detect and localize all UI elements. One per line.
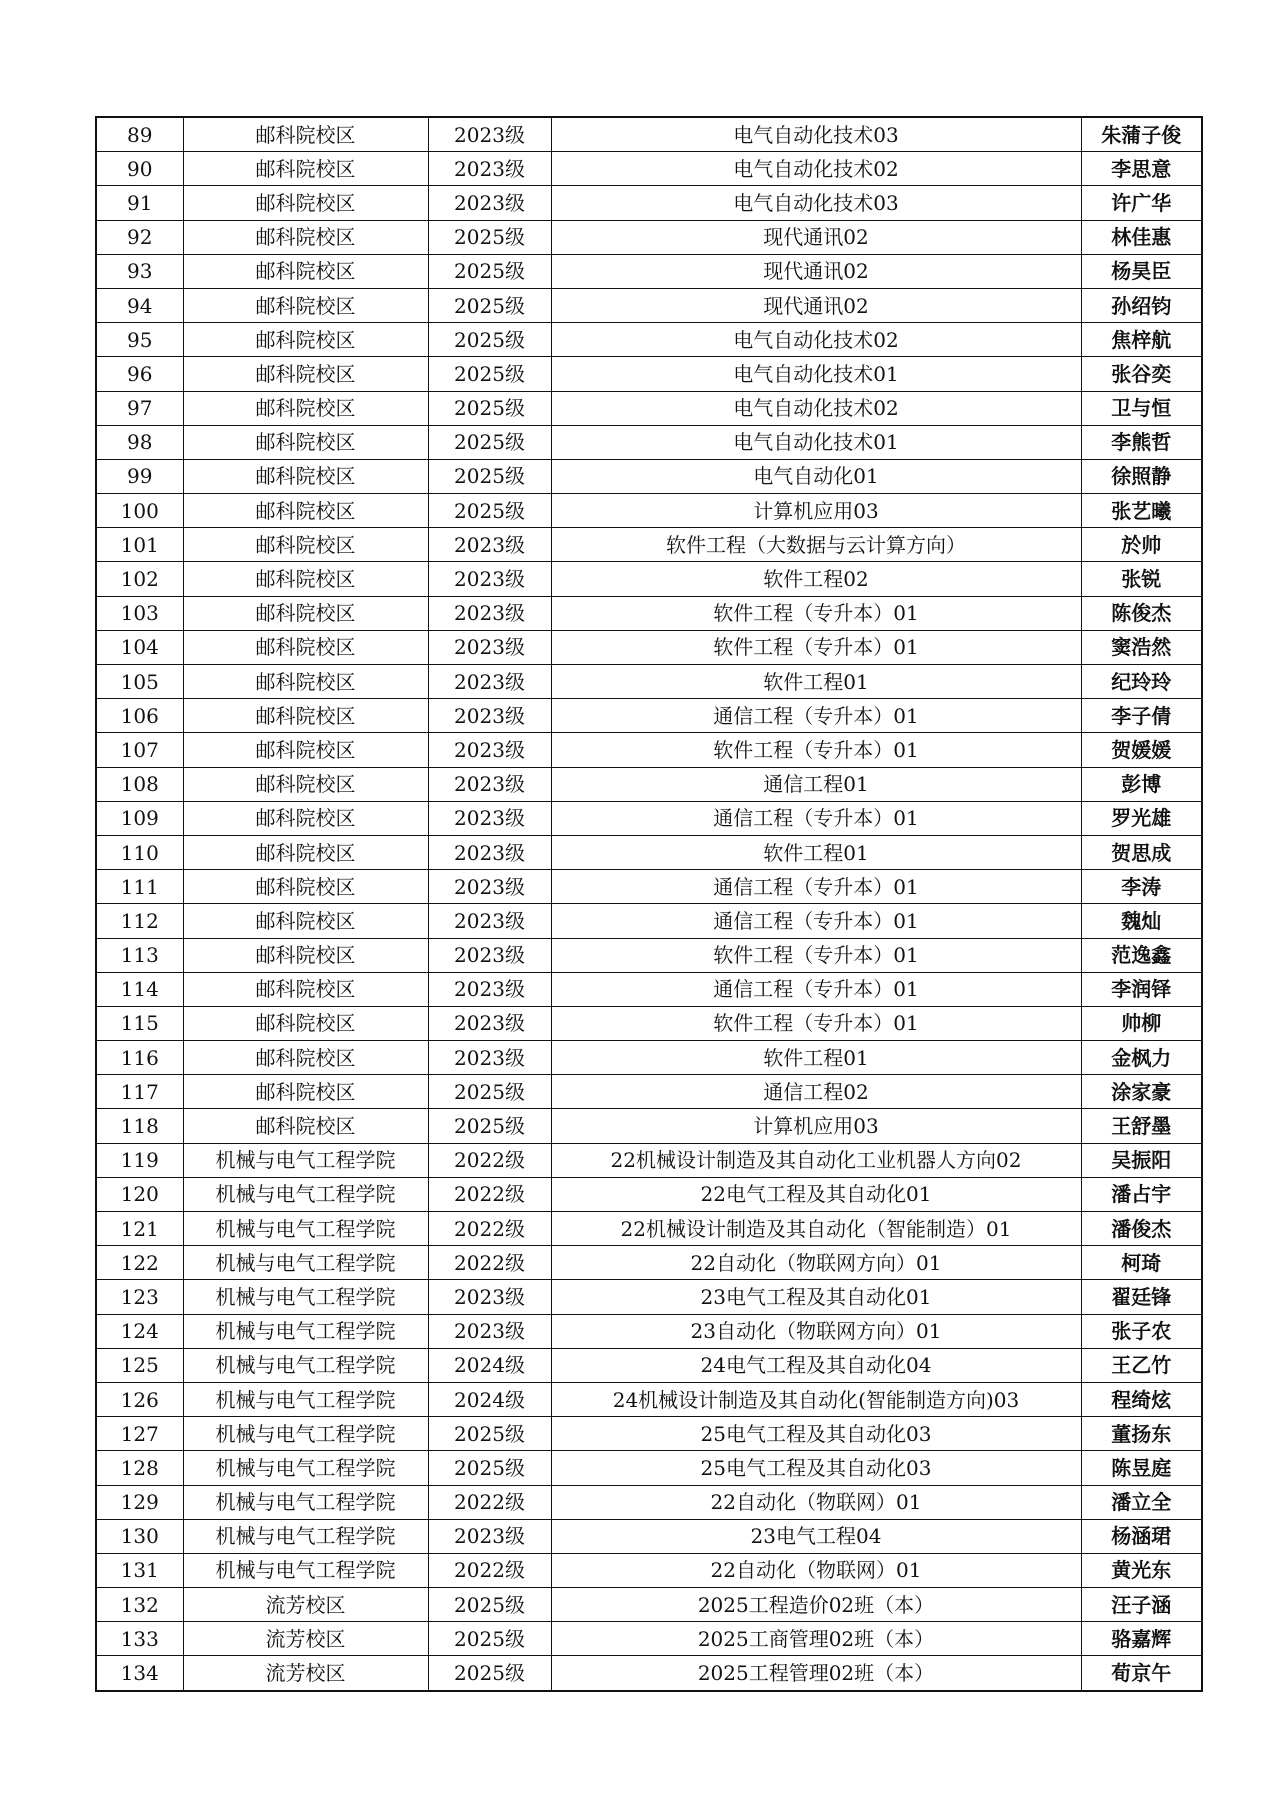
row-number: 93 xyxy=(96,254,183,288)
class-cell: 软件工程（大数据与云计算方向） xyxy=(551,528,1081,562)
row-number: 90 xyxy=(96,152,183,186)
grade-cell: 2025级 xyxy=(428,220,551,254)
table-row xyxy=(96,1143,1202,1177)
row-number: 101 xyxy=(96,528,183,562)
class-cell: 22电气工程及其自动化01 xyxy=(551,1177,1081,1211)
student-name-cell: 陈昱庭 xyxy=(1081,1451,1202,1485)
student-name-cell: 杨昊臣 xyxy=(1081,254,1202,288)
table-row xyxy=(96,1382,1202,1416)
student-name-cell: 徐照静 xyxy=(1081,459,1202,493)
grade-cell: 2023级 xyxy=(428,1314,551,1348)
student-name-cell: 於帅 xyxy=(1081,528,1202,562)
campus-cell: 邮科院校区 xyxy=(183,767,428,801)
row-number: 98 xyxy=(96,425,183,459)
table-row xyxy=(96,1485,1202,1519)
campus-cell: 邮科院校区 xyxy=(183,938,428,972)
table-row xyxy=(96,630,1202,664)
campus-cell: 邮科院校区 xyxy=(183,1109,428,1143)
campus-cell: 机械与电气工程学院 xyxy=(183,1143,428,1177)
student-name-cell: 范逸鑫 xyxy=(1081,938,1202,972)
campus-cell: 邮科院校区 xyxy=(183,665,428,699)
row-number: 108 xyxy=(96,767,183,801)
campus-cell: 机械与电气工程学院 xyxy=(183,1519,428,1553)
grade-cell: 2022级 xyxy=(428,1485,551,1519)
student-name-cell: 潘俊杰 xyxy=(1081,1212,1202,1246)
student-name-cell: 骆嘉辉 xyxy=(1081,1622,1202,1656)
row-number: 106 xyxy=(96,699,183,733)
grade-cell: 2023级 xyxy=(428,665,551,699)
row-number: 125 xyxy=(96,1348,183,1382)
student-name-cell: 纪玲玲 xyxy=(1081,665,1202,699)
grade-cell: 2022级 xyxy=(428,1177,551,1211)
student-name-cell: 涂家豪 xyxy=(1081,1075,1202,1109)
campus-cell: 流芳校区 xyxy=(183,1588,428,1622)
grade-cell: 2023级 xyxy=(428,562,551,596)
campus-cell: 机械与电气工程学院 xyxy=(183,1177,428,1211)
campus-cell: 邮科院校区 xyxy=(183,699,428,733)
student-name-cell: 张艺曦 xyxy=(1081,494,1202,528)
student-name-cell: 陈俊杰 xyxy=(1081,596,1202,630)
class-cell: 计算机应用03 xyxy=(551,1109,1081,1143)
campus-cell: 邮科院校区 xyxy=(183,425,428,459)
student-name-cell: 潘立全 xyxy=(1081,1485,1202,1519)
campus-cell: 邮科院校区 xyxy=(183,391,428,425)
class-cell: 23自动化（物联网方向）01 xyxy=(551,1314,1081,1348)
student-name-cell: 贺媛媛 xyxy=(1081,733,1202,767)
grade-cell: 2023级 xyxy=(428,835,551,869)
row-number: 97 xyxy=(96,391,183,425)
student-name-cell: 窦浩然 xyxy=(1081,630,1202,664)
campus-cell: 邮科院校区 xyxy=(183,186,428,220)
student-name-cell: 朱蒲子俊 xyxy=(1081,117,1202,152)
grade-cell: 2022级 xyxy=(428,1246,551,1280)
student-name-cell: 黄光东 xyxy=(1081,1553,1202,1587)
row-number: 127 xyxy=(96,1417,183,1451)
class-cell: 电气自动化技术03 xyxy=(551,117,1081,152)
table-row xyxy=(96,1280,1202,1314)
class-cell: 现代通讯02 xyxy=(551,220,1081,254)
campus-cell: 邮科院校区 xyxy=(183,562,428,596)
student-name-cell: 汪子涵 xyxy=(1081,1588,1202,1622)
table-row xyxy=(96,425,1202,459)
campus-cell: 邮科院校区 xyxy=(183,528,428,562)
class-cell: 2025工商管理02班（本） xyxy=(551,1622,1081,1656)
grade-cell: 2023级 xyxy=(428,1519,551,1553)
grade-cell: 2025级 xyxy=(428,1075,551,1109)
table-row xyxy=(96,1006,1202,1040)
grade-cell: 2022级 xyxy=(428,1553,551,1587)
row-number: 107 xyxy=(96,733,183,767)
campus-cell: 邮科院校区 xyxy=(183,1041,428,1075)
campus-cell: 邮科院校区 xyxy=(183,494,428,528)
campus-cell: 邮科院校区 xyxy=(183,288,428,322)
campus-cell: 机械与电气工程学院 xyxy=(183,1553,428,1587)
student-name-cell: 许广华 xyxy=(1081,186,1202,220)
class-cell: 现代通讯02 xyxy=(551,254,1081,288)
student-name-cell: 李子倩 xyxy=(1081,699,1202,733)
campus-cell: 邮科院校区 xyxy=(183,459,428,493)
grade-cell: 2023级 xyxy=(428,801,551,835)
grade-cell: 2025级 xyxy=(428,1656,551,1691)
class-cell: 通信工程（专升本）01 xyxy=(551,801,1081,835)
table-row xyxy=(96,1553,1202,1587)
grade-cell: 2023级 xyxy=(428,699,551,733)
campus-cell: 邮科院校区 xyxy=(183,357,428,391)
row-number: 110 xyxy=(96,835,183,869)
class-cell: 软件工程（专升本）01 xyxy=(551,733,1081,767)
student-name-cell: 张子农 xyxy=(1081,1314,1202,1348)
grade-cell: 2023级 xyxy=(428,152,551,186)
campus-cell: 邮科院校区 xyxy=(183,152,428,186)
table-row xyxy=(96,938,1202,972)
grade-cell: 2024级 xyxy=(428,1348,551,1382)
table-row xyxy=(96,186,1202,220)
table-row xyxy=(96,494,1202,528)
grade-cell: 2022级 xyxy=(428,1212,551,1246)
student-name-cell: 柯琦 xyxy=(1081,1246,1202,1280)
student-name-cell: 张谷奕 xyxy=(1081,357,1202,391)
row-number: 128 xyxy=(96,1451,183,1485)
row-number: 120 xyxy=(96,1177,183,1211)
class-cell: 电气自动化技术03 xyxy=(551,186,1081,220)
campus-cell: 邮科院校区 xyxy=(183,1006,428,1040)
row-number: 103 xyxy=(96,596,183,630)
class-cell: 22机械设计制造及其自动化工业机器人方向02 xyxy=(551,1143,1081,1177)
campus-cell: 邮科院校区 xyxy=(183,870,428,904)
grade-cell: 2025级 xyxy=(428,494,551,528)
grade-cell: 2025级 xyxy=(428,254,551,288)
campus-cell: 流芳校区 xyxy=(183,1656,428,1691)
row-number: 123 xyxy=(96,1280,183,1314)
campus-cell: 邮科院校区 xyxy=(183,596,428,630)
table-row xyxy=(96,972,1202,1006)
grade-cell: 2025级 xyxy=(428,1588,551,1622)
campus-cell: 邮科院校区 xyxy=(183,1075,428,1109)
campus-cell: 机械与电气工程学院 xyxy=(183,1280,428,1314)
row-number: 115 xyxy=(96,1006,183,1040)
row-number: 131 xyxy=(96,1553,183,1587)
student-name-cell: 李涛 xyxy=(1081,870,1202,904)
student-name-cell: 程绮炫 xyxy=(1081,1382,1202,1416)
row-number: 133 xyxy=(96,1622,183,1656)
row-number: 119 xyxy=(96,1143,183,1177)
row-number: 114 xyxy=(96,972,183,1006)
class-cell: 25电气工程及其自动化03 xyxy=(551,1451,1081,1485)
grade-cell: 2022级 xyxy=(428,1143,551,1177)
table-row xyxy=(96,459,1202,493)
class-cell: 软件工程02 xyxy=(551,562,1081,596)
grade-cell: 2025级 xyxy=(428,391,551,425)
row-number: 122 xyxy=(96,1246,183,1280)
grade-cell: 2025级 xyxy=(428,357,551,391)
grade-cell: 2023级 xyxy=(428,870,551,904)
campus-cell: 机械与电气工程学院 xyxy=(183,1451,428,1485)
table-row xyxy=(96,1417,1202,1451)
table-row xyxy=(96,1622,1202,1656)
class-cell: 2025工程管理02班（本） xyxy=(551,1656,1081,1691)
class-cell: 22机械设计制造及其自动化（智能制造）01 xyxy=(551,1212,1081,1246)
class-cell: 电气自动化技术02 xyxy=(551,323,1081,357)
row-number: 109 xyxy=(96,801,183,835)
campus-cell: 邮科院校区 xyxy=(183,117,428,152)
table-row xyxy=(96,391,1202,425)
roster-body xyxy=(96,117,1202,1691)
row-number: 118 xyxy=(96,1109,183,1143)
grade-cell: 2025级 xyxy=(428,425,551,459)
class-cell: 电气自动化01 xyxy=(551,459,1081,493)
row-number: 94 xyxy=(96,288,183,322)
row-number: 129 xyxy=(96,1485,183,1519)
campus-cell: 机械与电气工程学院 xyxy=(183,1417,428,1451)
student-name-cell: 荀京午 xyxy=(1081,1656,1202,1691)
student-name-cell: 王乙竹 xyxy=(1081,1348,1202,1382)
campus-cell: 机械与电气工程学院 xyxy=(183,1246,428,1280)
table-row xyxy=(96,904,1202,938)
student-name-cell: 潘占宇 xyxy=(1081,1177,1202,1211)
class-cell: 电气自动化技术02 xyxy=(551,152,1081,186)
class-cell: 计算机应用03 xyxy=(551,494,1081,528)
table-row xyxy=(96,733,1202,767)
table-row xyxy=(96,1451,1202,1485)
table-row xyxy=(96,528,1202,562)
table-row xyxy=(96,1177,1202,1211)
table-row xyxy=(96,117,1202,152)
student-name-cell: 董扬东 xyxy=(1081,1417,1202,1451)
class-cell: 22自动化（物联网）01 xyxy=(551,1553,1081,1587)
student-name-cell: 焦梓航 xyxy=(1081,323,1202,357)
row-number: 117 xyxy=(96,1075,183,1109)
student-name-cell: 林佳惠 xyxy=(1081,220,1202,254)
grade-cell: 2023级 xyxy=(428,733,551,767)
table-row xyxy=(96,1314,1202,1348)
row-number: 113 xyxy=(96,938,183,972)
student-name-cell: 李思意 xyxy=(1081,152,1202,186)
class-cell: 现代通讯02 xyxy=(551,288,1081,322)
grade-cell: 2025级 xyxy=(428,1622,551,1656)
student-name-cell: 金枫力 xyxy=(1081,1041,1202,1075)
table-row xyxy=(96,870,1202,904)
class-cell: 软件工程（专升本）01 xyxy=(551,630,1081,664)
class-cell: 软件工程01 xyxy=(551,665,1081,699)
class-cell: 22自动化（物联网）01 xyxy=(551,1485,1081,1519)
grade-cell: 2025级 xyxy=(428,1451,551,1485)
table-row xyxy=(96,835,1202,869)
class-cell: 通信工程01 xyxy=(551,767,1081,801)
class-cell: 23电气工程及其自动化01 xyxy=(551,1280,1081,1314)
row-number: 100 xyxy=(96,494,183,528)
row-number: 134 xyxy=(96,1656,183,1691)
class-cell: 2025工程造价02班（本） xyxy=(551,1588,1081,1622)
campus-cell: 邮科院校区 xyxy=(183,220,428,254)
row-number: 96 xyxy=(96,357,183,391)
campus-cell: 邮科院校区 xyxy=(183,801,428,835)
row-number: 116 xyxy=(96,1041,183,1075)
table-row xyxy=(96,801,1202,835)
campus-cell: 邮科院校区 xyxy=(183,630,428,664)
student-name-cell: 杨涵珺 xyxy=(1081,1519,1202,1553)
grade-cell: 2023级 xyxy=(428,186,551,220)
table-row xyxy=(96,1348,1202,1382)
campus-cell: 机械与电气工程学院 xyxy=(183,1485,428,1519)
grade-cell: 2025级 xyxy=(428,459,551,493)
table-row xyxy=(96,220,1202,254)
class-cell: 软件工程（专升本）01 xyxy=(551,1006,1081,1040)
class-cell: 电气自动化技术01 xyxy=(551,357,1081,391)
table-row xyxy=(96,1588,1202,1622)
campus-cell: 机械与电气工程学院 xyxy=(183,1314,428,1348)
grade-cell: 2024级 xyxy=(428,1382,551,1416)
row-number: 126 xyxy=(96,1382,183,1416)
grade-cell: 2023级 xyxy=(428,767,551,801)
row-number: 104 xyxy=(96,630,183,664)
grade-cell: 2023级 xyxy=(428,938,551,972)
grade-cell: 2025级 xyxy=(428,323,551,357)
table-row xyxy=(96,152,1202,186)
table-row xyxy=(96,1109,1202,1143)
class-cell: 23电气工程04 xyxy=(551,1519,1081,1553)
grade-cell: 2023级 xyxy=(428,1006,551,1040)
grade-cell: 2023级 xyxy=(428,1280,551,1314)
grade-cell: 2023级 xyxy=(428,904,551,938)
student-name-cell: 王舒墨 xyxy=(1081,1109,1202,1143)
student-name-cell: 罗光雄 xyxy=(1081,801,1202,835)
class-cell: 软件工程01 xyxy=(551,835,1081,869)
row-number: 112 xyxy=(96,904,183,938)
row-number: 92 xyxy=(96,220,183,254)
row-number: 89 xyxy=(96,117,183,152)
row-number: 95 xyxy=(96,323,183,357)
table-row xyxy=(96,596,1202,630)
class-cell: 24机械设计制造及其自动化(智能制造方向)03 xyxy=(551,1382,1081,1416)
grade-cell: 2025级 xyxy=(428,288,551,322)
table-row xyxy=(96,562,1202,596)
grade-cell: 2023级 xyxy=(428,596,551,630)
class-cell: 通信工程（专升本）01 xyxy=(551,699,1081,733)
class-cell: 软件工程01 xyxy=(551,1041,1081,1075)
student-name-cell: 孙绍钧 xyxy=(1081,288,1202,322)
table-row xyxy=(96,699,1202,733)
student-name-cell: 吴振阳 xyxy=(1081,1143,1202,1177)
row-number: 91 xyxy=(96,186,183,220)
table-row xyxy=(96,1075,1202,1109)
row-number: 132 xyxy=(96,1588,183,1622)
grade-cell: 2025级 xyxy=(428,1109,551,1143)
campus-cell: 邮科院校区 xyxy=(183,323,428,357)
table-row xyxy=(96,1041,1202,1075)
class-cell: 通信工程（专升本）01 xyxy=(551,870,1081,904)
campus-cell: 机械与电气工程学院 xyxy=(183,1382,428,1416)
campus-cell: 机械与电气工程学院 xyxy=(183,1212,428,1246)
table-row xyxy=(96,323,1202,357)
class-cell: 通信工程（专升本）01 xyxy=(551,972,1081,1006)
student-name-cell: 魏灿 xyxy=(1081,904,1202,938)
class-cell: 通信工程（专升本）01 xyxy=(551,904,1081,938)
campus-cell: 邮科院校区 xyxy=(183,904,428,938)
grade-cell: 2023级 xyxy=(428,972,551,1006)
class-cell: 24电气工程及其自动化04 xyxy=(551,1348,1081,1382)
table-row xyxy=(96,288,1202,322)
row-number: 124 xyxy=(96,1314,183,1348)
class-cell: 电气自动化技术01 xyxy=(551,425,1081,459)
class-cell: 软件工程（专升本）01 xyxy=(551,938,1081,972)
student-name-cell: 李熊哲 xyxy=(1081,425,1202,459)
row-number: 105 xyxy=(96,665,183,699)
campus-cell: 邮科院校区 xyxy=(183,972,428,1006)
student-name-cell: 翟廷锋 xyxy=(1081,1280,1202,1314)
row-number: 102 xyxy=(96,562,183,596)
row-number: 111 xyxy=(96,870,183,904)
row-number: 99 xyxy=(96,459,183,493)
grade-cell: 2023级 xyxy=(428,117,551,152)
table-row xyxy=(96,1246,1202,1280)
class-cell: 22自动化（物联网方向）01 xyxy=(551,1246,1081,1280)
campus-cell: 邮科院校区 xyxy=(183,835,428,869)
class-cell: 电气自动化技术02 xyxy=(551,391,1081,425)
grade-cell: 2023级 xyxy=(428,1041,551,1075)
table-row xyxy=(96,357,1202,391)
table-row xyxy=(96,1212,1202,1246)
table-row xyxy=(96,1656,1202,1691)
student-name-cell: 张锐 xyxy=(1081,562,1202,596)
campus-cell: 流芳校区 xyxy=(183,1622,428,1656)
student-name-cell: 贺思成 xyxy=(1081,835,1202,869)
campus-cell: 邮科院校区 xyxy=(183,254,428,288)
class-cell: 25电气工程及其自动化03 xyxy=(551,1417,1081,1451)
class-cell: 通信工程02 xyxy=(551,1075,1081,1109)
table-row xyxy=(96,767,1202,801)
table-row xyxy=(96,1519,1202,1553)
student-name-cell: 李润铎 xyxy=(1081,972,1202,1006)
grade-cell: 2025级 xyxy=(428,1417,551,1451)
student-name-cell: 彭博 xyxy=(1081,767,1202,801)
grade-cell: 2023级 xyxy=(428,528,551,562)
student-name-cell: 帅柳 xyxy=(1081,1006,1202,1040)
row-number: 121 xyxy=(96,1212,183,1246)
campus-cell: 邮科院校区 xyxy=(183,733,428,767)
student-name-cell: 卫与恒 xyxy=(1081,391,1202,425)
grade-cell: 2023级 xyxy=(428,630,551,664)
campus-cell: 机械与电气工程学院 xyxy=(183,1348,428,1382)
table-row xyxy=(96,665,1202,699)
class-cell: 软件工程（专升本）01 xyxy=(551,596,1081,630)
table-row xyxy=(96,254,1202,288)
row-number: 130 xyxy=(96,1519,183,1553)
roster-table xyxy=(95,116,1203,1692)
